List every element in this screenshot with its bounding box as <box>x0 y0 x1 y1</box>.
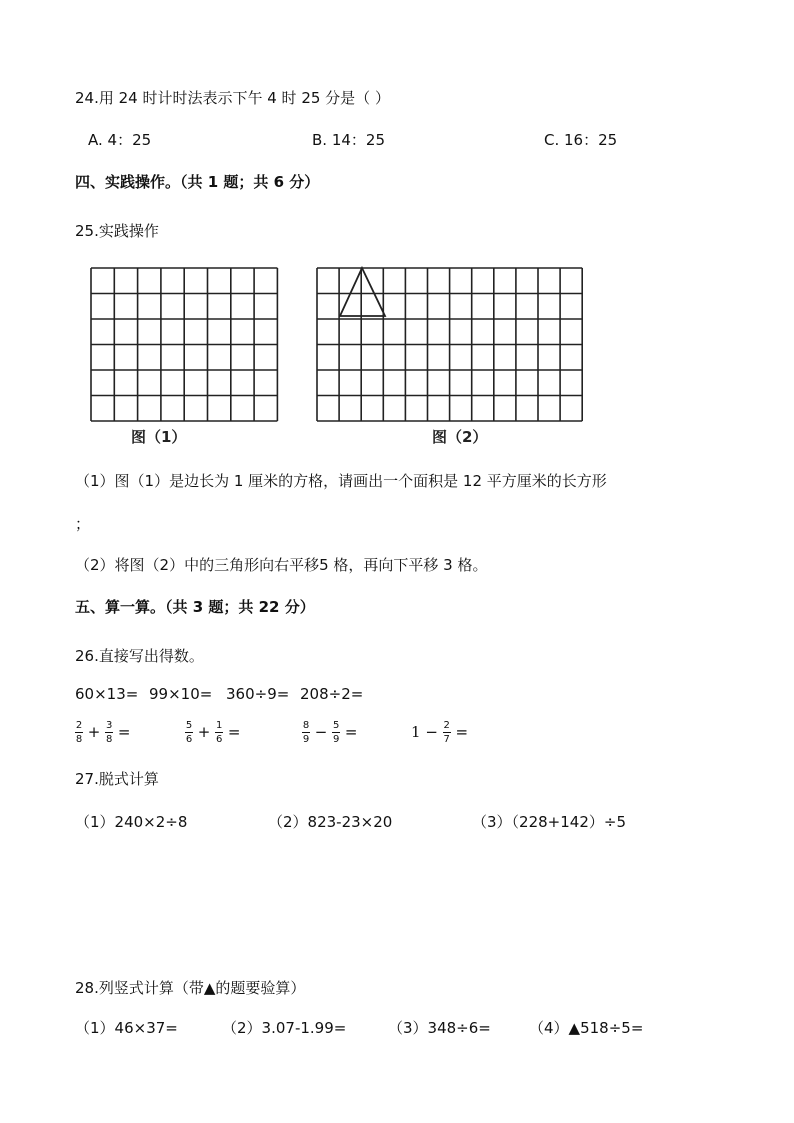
q28-item-2: （2）3.07-1.99= <box>222 1019 347 1037</box>
q26-expr-3: 360÷9= <box>226 685 290 703</box>
q26-stem: 26.直接写出得数。 <box>75 647 204 665</box>
q28-item-4: （4）▲518÷5= <box>529 1019 644 1037</box>
q28-stem: 28.列竖式计算（带▲的题要验算） <box>75 979 306 997</box>
q25-stem: 25.实践操作 <box>75 222 159 240</box>
q25-task-2: （2）将图（2）中的三角形向右平移5 格，再向下平移 3 格。 <box>75 556 488 574</box>
fraction: $\frac{8}{9}$ <box>302 720 310 745</box>
q27-item-1: （1）240×2÷8 <box>75 813 188 831</box>
fraction: $\frac{5}{6}$ <box>185 720 193 745</box>
fraction-expr-3 <box>302 720 358 745</box>
fraction: $\frac{2}{7}$ <box>443 720 450 745</box>
triangle-shape <box>340 268 385 316</box>
fraction: $\frac{3}{8}$ <box>105 720 113 745</box>
fraction: $\frac{2}{8}$ <box>75 720 83 745</box>
equals-sign: = <box>117 723 131 741</box>
section-5-title: 五、算一算。（共 3 题；共 22 分） <box>75 598 315 616</box>
operator: + <box>87 723 101 741</box>
fig1-label: 图（1） <box>131 428 187 446</box>
fraction-expr-4 <box>411 720 468 745</box>
q27-stem: 27.脱式计算 <box>75 770 159 788</box>
q24-option-c: C. 16：25 <box>544 131 618 149</box>
q24-option-b: B. 14：25 <box>312 131 386 149</box>
equals-sign: = <box>455 723 469 741</box>
fraction-expr-2 <box>185 720 241 745</box>
whole-number: 1 <box>411 723 421 741</box>
fig2-label: 图（2） <box>432 428 488 446</box>
q25-task-1-tail: ； <box>75 515 91 533</box>
section-4-title: 四、实践操作。（共 1 题；共 6 分） <box>75 173 320 191</box>
q26-expr-4: 208÷2= <box>300 685 364 703</box>
operator: − <box>425 723 438 741</box>
q27-item-3: （3）（228+142）÷5 <box>472 813 626 831</box>
q27-item-2: （2）823-23×20 <box>268 813 393 831</box>
q24-option-a: A. 4：25 <box>88 131 152 149</box>
q26-expr-2: 99×10= <box>149 685 213 703</box>
q26-expr-1: 60×13= <box>75 685 139 703</box>
q25-task-1: （1）图（1）是边长为 1 厘米的方格，请画出一个面积是 12 平方厘米的长方形 <box>75 472 607 490</box>
q28-item-3: （3）348÷6= <box>388 1019 491 1037</box>
fraction-expr-1 <box>75 720 131 745</box>
grid-figures <box>0 0 794 460</box>
q24-stem: 24.用 24 时计时法表示下午 4 时 25 分是（ ） <box>75 89 390 107</box>
operator: + <box>197 723 211 741</box>
equals-sign: = <box>227 723 241 741</box>
grid-figure-1 <box>91 268 277 421</box>
grid-figure-2 <box>317 268 582 421</box>
equals-sign: = <box>344 723 358 741</box>
q28-item-1: （1）46×37= <box>75 1019 178 1037</box>
fraction: $\frac{1}{6}$ <box>215 720 223 745</box>
operator: − <box>314 723 328 741</box>
fraction: $\frac{5}{9}$ <box>332 720 340 745</box>
